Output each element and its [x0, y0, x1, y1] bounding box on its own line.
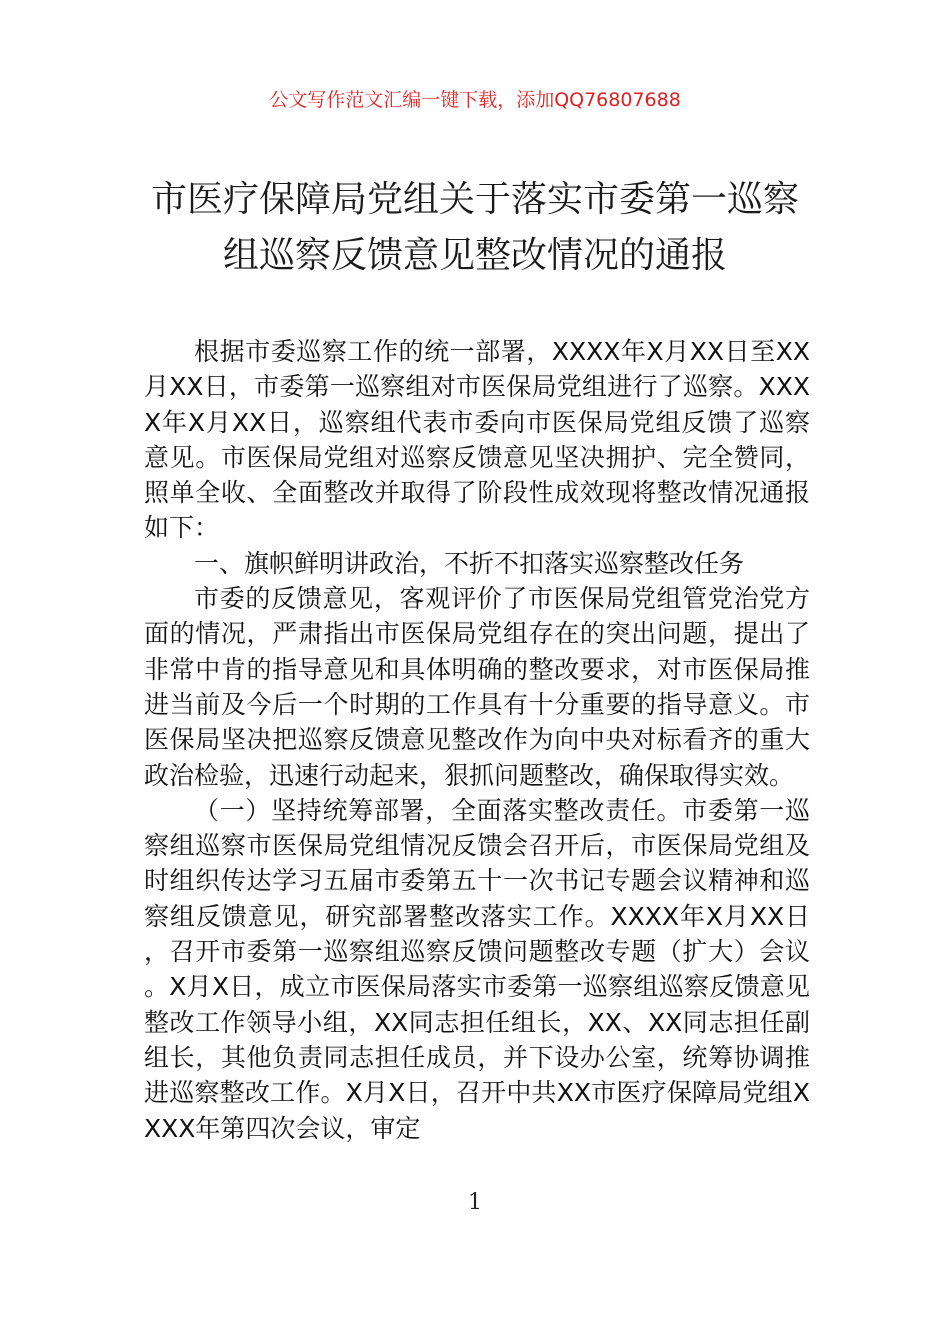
title-line-2: 组巡察反馈意见整改情况的通报 — [222, 235, 727, 276]
paragraph-feedback: 市委的反馈意见，客观评价了市医保局党组管党治党方面的情况，严肃指出市医保局党组存在的突出问题，提出了非常中肯的指导意见和具体明确的整改要求，对市医保局推进当前及今后一个时期的工作具有十分重要的指导意义。市医保局坚决把巡察反馈意见整改作为向中央对标看齐的重大政治检验，迅速行动起来，狠抓问题整改，确保取得实效。 — [144, 584, 810, 790]
document-title — [100, 172, 850, 284]
download-banner: 公文写作范文汇编一键下载，添加QQ76807688 — [269, 89, 681, 111]
section-heading-1: 一、旗帜鲜明讲政治，不折不扣落实巡察整改任务 — [194, 548, 745, 578]
title-line-1: 市医疗保障局党组关于落实市委第一巡察 — [150, 179, 799, 220]
page-number: 1 — [468, 1190, 482, 1215]
paragraph-intro: 根据市委巡察工作的统一部署，XXXX年X月XX日至XX月XX日，市委第一巡察组对市医保局党组进行了巡察。XXXX年X月XX日，巡察组代表市委向市医保局党组反馈了巡察意见。市医保局党组对巡察反馈意见坚决拥护、完全赞同，照单全收、全面整改并取得了阶段性成效现将整改情况通报如下： — [144, 337, 810, 543]
paragraph-subsection-1: （一）坚持统筹部署，全面落实整改责任。市委第一巡察组巡察市医保局党组情况反馈会召开后，市医保局党组及时组织传达学习五届市委第五十一次书记专题会议精神和巡察组反馈意见，研究部署整改落实工作。XXXX年X月XX日，召开市委第一巡察组巡察反馈问题整改专题（扩大）会议。X月X日，成立市医保局落实市委第一巡察组巡察反馈意见整改工作领导小组，XX同志担任组长，XX、XX同志担任副组长，其他负责同志担任成员，并下设办公室，统筹协调推进巡察整改工作。X月X日，召开中共XX市医疗保障局党组XXXX年第四次会议，审定 — [144, 795, 810, 1143]
document-body — [144, 334, 810, 1146]
